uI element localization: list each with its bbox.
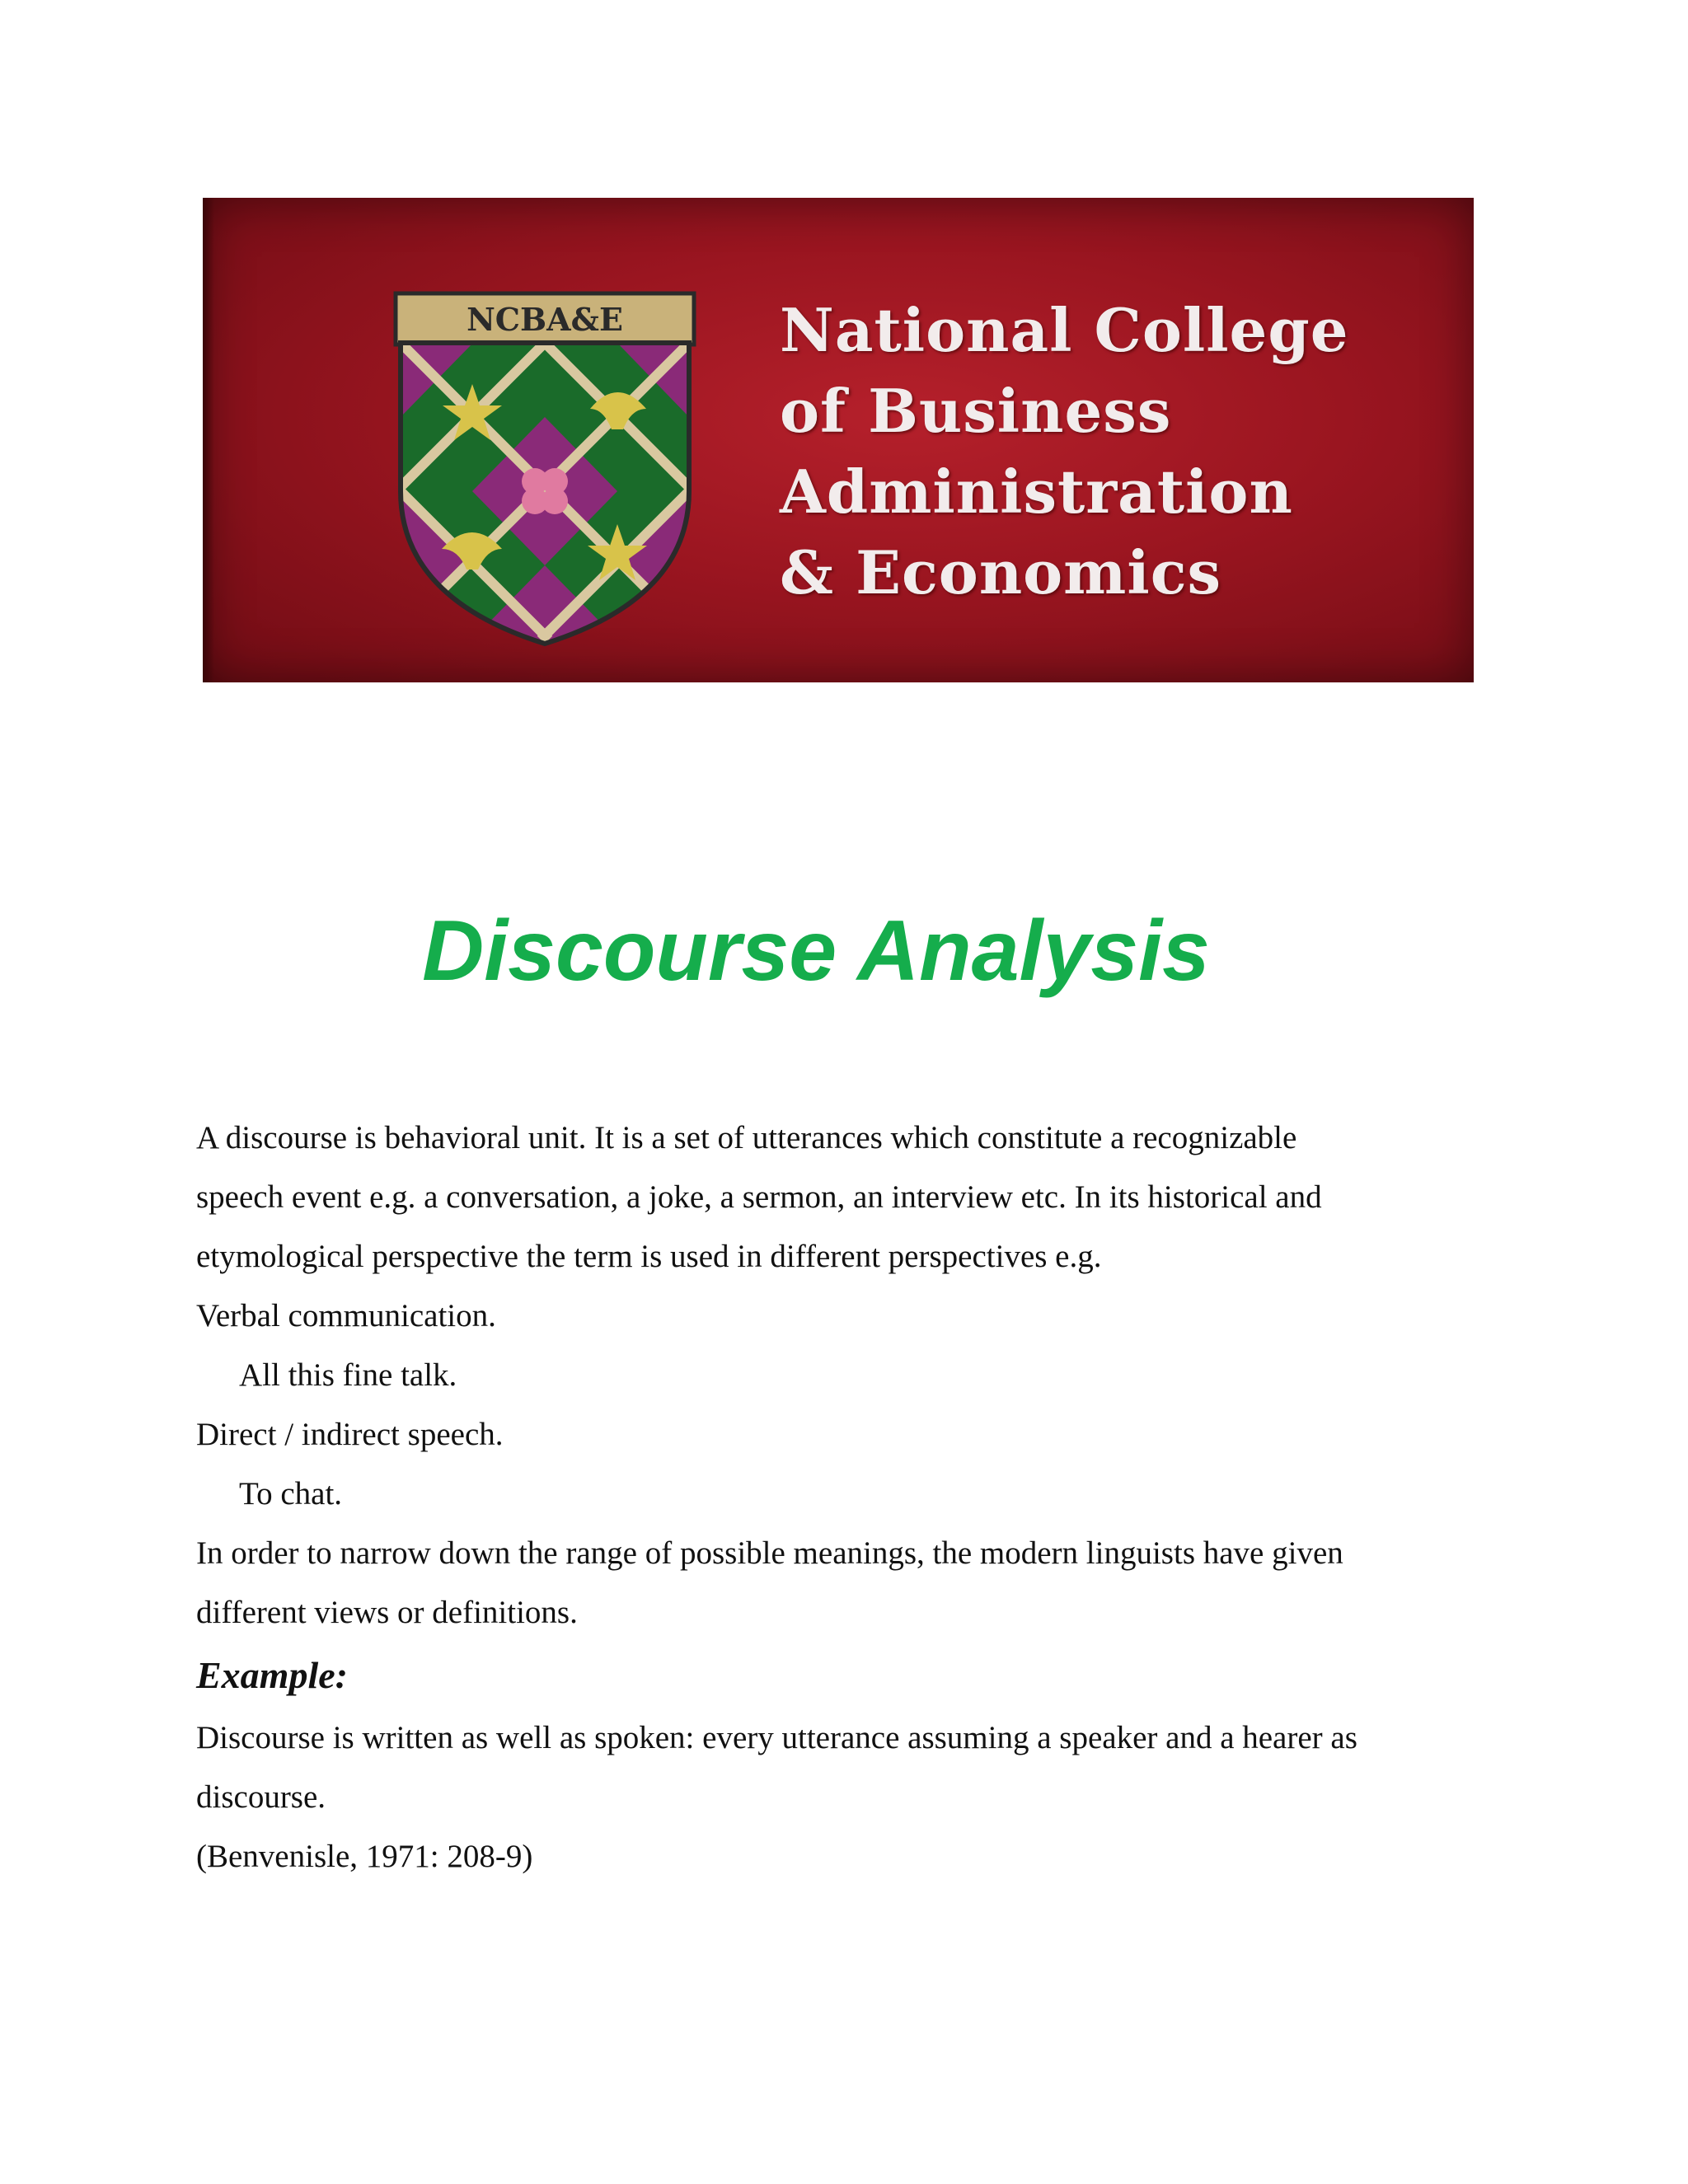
college-name-line-2: of Business xyxy=(780,376,1172,446)
college-name-line-3: Administration xyxy=(780,457,1293,527)
document-body xyxy=(196,1108,1482,1886)
example-line: discourse. xyxy=(196,1779,326,1815)
college-name-line-1: National College xyxy=(780,295,1349,365)
paragraph-line: A discourse is behavioral unit. It is a set of utterances which constitute a recognizable xyxy=(196,1120,1297,1155)
list-item: All this fine talk. xyxy=(239,1357,457,1393)
paragraph-line: In order to narrow down the range of possible meanings, the modern linguists have given xyxy=(196,1535,1343,1571)
paragraph-line: different views or definitions. xyxy=(196,1595,578,1630)
list-item: Direct / indirect speech. xyxy=(196,1417,504,1452)
citation: (Benvenisle, 1971: 208-9) xyxy=(196,1839,533,1874)
banner-shadow-edge xyxy=(203,198,214,682)
crest-text: NCBA&E xyxy=(467,301,623,338)
college-banner xyxy=(203,198,1474,682)
example-line: Discourse is written as well as spoken: every utterance assuming a speaker and a hearer as xyxy=(196,1720,1357,1755)
college-crest-logo xyxy=(384,285,706,648)
example-heading: Example: xyxy=(196,1654,348,1696)
list-item: To chat. xyxy=(239,1476,343,1511)
document-title: Discourse Analysis xyxy=(422,903,1210,999)
paragraph-line: etymological perspective the term is used in different perspectives e.g. xyxy=(196,1239,1102,1274)
college-name-line-4: & Economics xyxy=(780,537,1222,607)
list-item: Verbal communication. xyxy=(196,1298,496,1333)
paragraph-line: speech event e.g. a conversation, a joke, a sermon, an interview etc. In its historical and xyxy=(196,1179,1322,1215)
college-name xyxy=(780,290,1456,613)
